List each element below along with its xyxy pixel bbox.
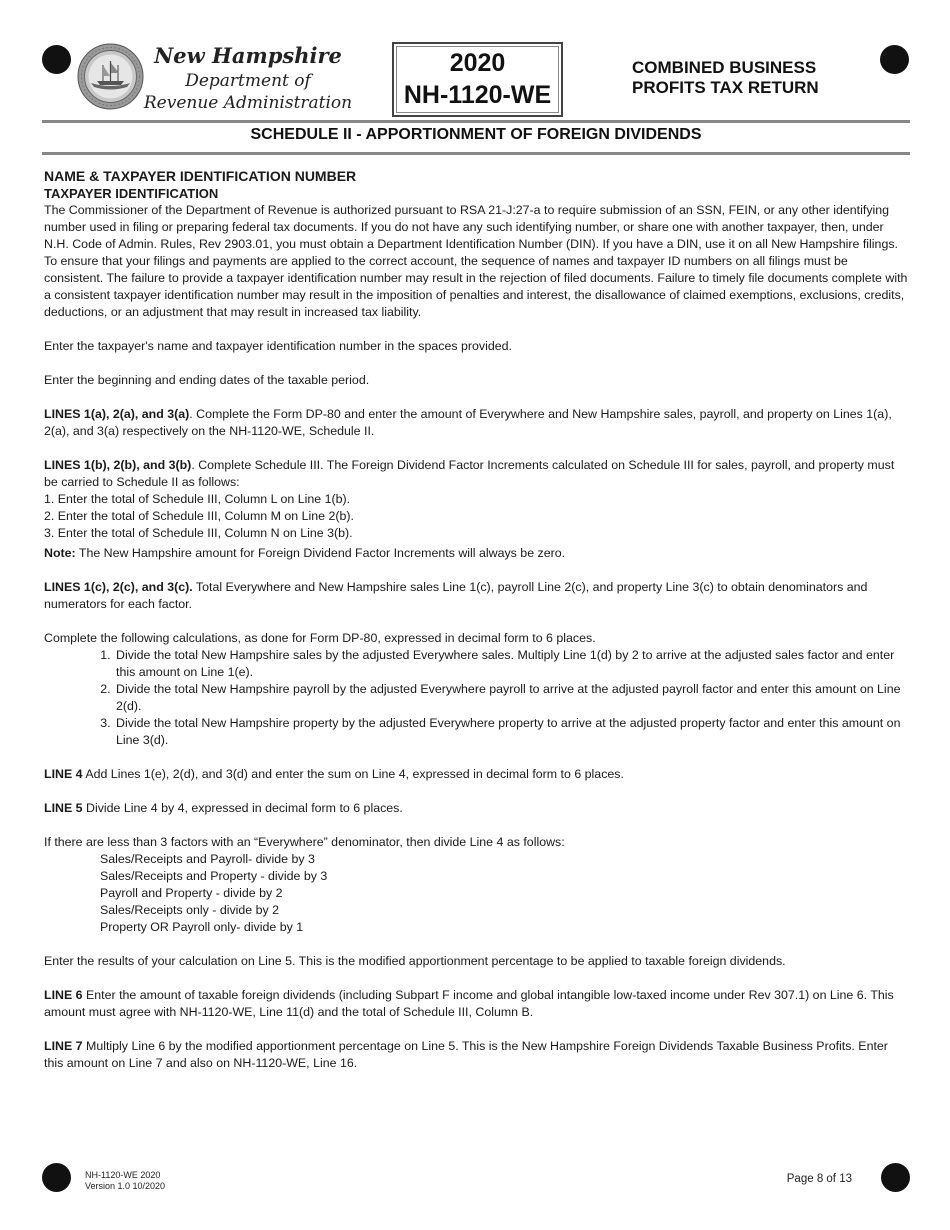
line5-text: Divide Line 4 by 4, expressed in decimal form to 6 places. bbox=[82, 801, 403, 815]
line6-paragraph bbox=[44, 987, 910, 1021]
form-title-line1: COMBINED BUSINESS bbox=[632, 58, 817, 77]
page-indicator bbox=[787, 1173, 852, 1185]
form-year: 2020 bbox=[449, 49, 506, 77]
agency-admin-line: Revenue Administration bbox=[143, 93, 353, 113]
lines-b-note bbox=[44, 545, 910, 562]
line7-paragraph bbox=[44, 1038, 910, 1072]
factor-rule: Sales/Receipts and Payroll- divide by 3 bbox=[100, 852, 315, 866]
line4-label: LINE 4 bbox=[44, 767, 83, 781]
calculation-item: 3. Divide the total New Hampshire property by the adjusted Everywhere property to arrive at the adjusted property factor and enter this amount on Line 3(d). bbox=[114, 715, 910, 749]
line6-label: LINE 6 bbox=[44, 988, 83, 1002]
agency-name bbox=[143, 42, 353, 114]
agency-dept-line: Department of bbox=[185, 71, 311, 91]
lines-b-label: LINES 1(b), 2(b), and 3(b) bbox=[44, 458, 192, 472]
factors-intro: If there are less than 3 factors with an “Everywhere” denominator, then divide Line 4 as follows: bbox=[44, 835, 565, 849]
line6-text: Enter the amount of taxable foreign dividends (including Subpart F income and global intangible low-taxed income under Rev 307.1) on Line 6. This amount must agree with NH-1120-WE, Line 11(d) and the total of Schedule III, Column B. bbox=[44, 988, 894, 1019]
footer-form-code: NH-1120-WE 2020 bbox=[85, 1170, 161, 1180]
form-number: NH-1120-WE bbox=[403, 81, 552, 109]
schedule-title: SCHEDULE II - APPORTIONMENT OF FOREIGN DIVIDENDS bbox=[250, 126, 702, 143]
line5-result: Enter the results of your calculation on Line 5. This is the modified apportionment percentage to be applied to taxable foreign dividends. bbox=[44, 954, 786, 968]
calculations-list bbox=[44, 647, 910, 749]
form-title bbox=[632, 58, 832, 98]
header-rule-bottom bbox=[42, 152, 910, 155]
note-text: The New Hampshire amount for Foreign Dividend Factor Increments will always be zero. bbox=[75, 546, 566, 560]
page-number: 8 bbox=[816, 1173, 824, 1185]
line5-paragraph bbox=[44, 800, 910, 817]
page-suffix: of 13 bbox=[823, 1173, 852, 1185]
calculation-item: 2. Divide the total New Hampshire payroll by the adjusted Everywhere payroll to arrive at the adjusted payroll factor and enter this amount on Line 2(d). bbox=[114, 681, 910, 715]
calculation-item: 1. Divide the total New Hampshire sales by the adjusted Everywhere sales. Multiply Line 1(d) by 2 to arrive at the adjusted sales factor and enter this amount on Line 1(e). bbox=[114, 647, 910, 681]
registration-mark-top-left bbox=[42, 45, 71, 74]
registration-mark-bottom-left bbox=[42, 1163, 71, 1192]
instructions-body bbox=[44, 167, 910, 1072]
lines-c-label: LINES 1(c), 2(c), and 3(c). bbox=[44, 580, 193, 594]
factor-rule: Property OR Payroll only- divide by 1 bbox=[100, 920, 304, 934]
line7-text: Multiply Line 6 by the modified apportionment percentage on Line 5. This is the New Hampshire Foreign Dividends Taxable Business Profits. Enter this amount on Line 7 and also on NH-1120-WE, Line 16. bbox=[44, 1039, 888, 1070]
line7-label: LINE 7 bbox=[44, 1039, 83, 1053]
header-rule-top bbox=[42, 120, 910, 123]
calculations-intro: Complete the following calculations, as done for Form DP-80, expressed in decimal form to 6 places. bbox=[44, 631, 596, 645]
footer-form-info bbox=[85, 1170, 165, 1192]
lines-b-item: 3. Enter the total of Schedule III, Column N on Line 3(b). bbox=[44, 526, 353, 540]
section-subheading: TAXPAYER IDENTIFICATION bbox=[44, 186, 219, 201]
lines-c-paragraph bbox=[44, 579, 910, 613]
form-id-box bbox=[392, 42, 563, 117]
section-heading: NAME & TAXPAYER IDENTIFICATION NUMBER bbox=[44, 168, 357, 184]
lines-b-item: 2. Enter the total of Schedule III, Column M on Line 2(b). bbox=[44, 509, 354, 523]
lines-b-item: 1. Enter the total of Schedule III, Column L on Line 1(b). bbox=[44, 492, 351, 506]
factor-rule: Sales/Receipts only - divide by 2 bbox=[100, 903, 280, 917]
lines-a-paragraph bbox=[44, 406, 910, 440]
lines-a-label: LINES 1(a), 2(a), and 3(a) bbox=[44, 407, 190, 421]
lines-b-text: . Complete Schedule III. The Foreign Dividend Factor Increments calculated on Schedule III for sales, payroll, and property must be carried to Schedule II as follows: bbox=[44, 458, 895, 489]
registration-mark-bottom-right bbox=[881, 1163, 910, 1192]
agency-state: New Hampshire bbox=[154, 43, 342, 68]
note-label: Note: bbox=[44, 546, 76, 560]
lines-b-paragraph bbox=[44, 457, 910, 491]
enter-dates-instruction: Enter the beginning and ending dates of the taxable period. bbox=[44, 373, 370, 387]
line4-text: Add Lines 1(e), 2(d), and 3(d) and enter the sum on Line 4, expressed in decimal form to 6 places. bbox=[82, 767, 624, 781]
line4-paragraph bbox=[44, 766, 910, 783]
page-prefix: Page bbox=[786, 1173, 817, 1185]
enter-name-instruction: Enter the taxpayer's name and taxpayer identification number in the spaces provided. bbox=[44, 339, 512, 353]
footer-version: Version 1.0 10/2020 bbox=[85, 1181, 166, 1191]
registration-mark-top-right bbox=[880, 45, 909, 74]
lines-c-text: Total Everywhere and New Hampshire sales Line 1(c), payroll Line 2(c), and property Line 3(c) to obtain denominators and numerators for each factor. bbox=[44, 580, 868, 611]
factor-rule: Sales/Receipts and Property - divide by 3 bbox=[100, 869, 328, 883]
form-title-line2: PROFITS TAX RETURN bbox=[632, 78, 819, 97]
line5-label: LINE 5 bbox=[44, 801, 83, 815]
taxpayer-id-paragraph: The Commissioner of the Department of Revenue is authorized pursuant to RSA 21-J:27-a to require submission of an SSN, FEIN, or any other identifying number used in filing or preparing federal tax documents. If you do not have any such identifying number, or share one with another taxpayer, then, under N.H. Code of Admin. Rules, Rev 2903.01, you must obtain a Department Identification Number (DIN). If you have a DIN, use it on all New Hampshire filings. To ensure that your filings and payments are applied to the correct account, the sequence of names and taxpayer ID numbers on all filings must be consistent. The failure to provide a taxpayer identification number may result in the rejection of filed documents. Failure to timely file documents complete with a consistent taxpayer identification number may result in the imposition of penalties and interest, the disallowance of claimed exemptions, exclusions, credits, deductions, or an adjustment that may result in increased tax liability. bbox=[44, 203, 908, 319]
lines-a-text: . Complete the Form DP-80 and enter the amount of Everywhere and New Hampshire sales, payroll, and property on Lines 1(a), 2(a), and 3(a) respectively on the NH-1120-WE, Schedule II. bbox=[44, 407, 892, 438]
state-seal-icon bbox=[77, 43, 144, 110]
factor-rule: Payroll and Property - divide by 2 bbox=[100, 886, 283, 900]
